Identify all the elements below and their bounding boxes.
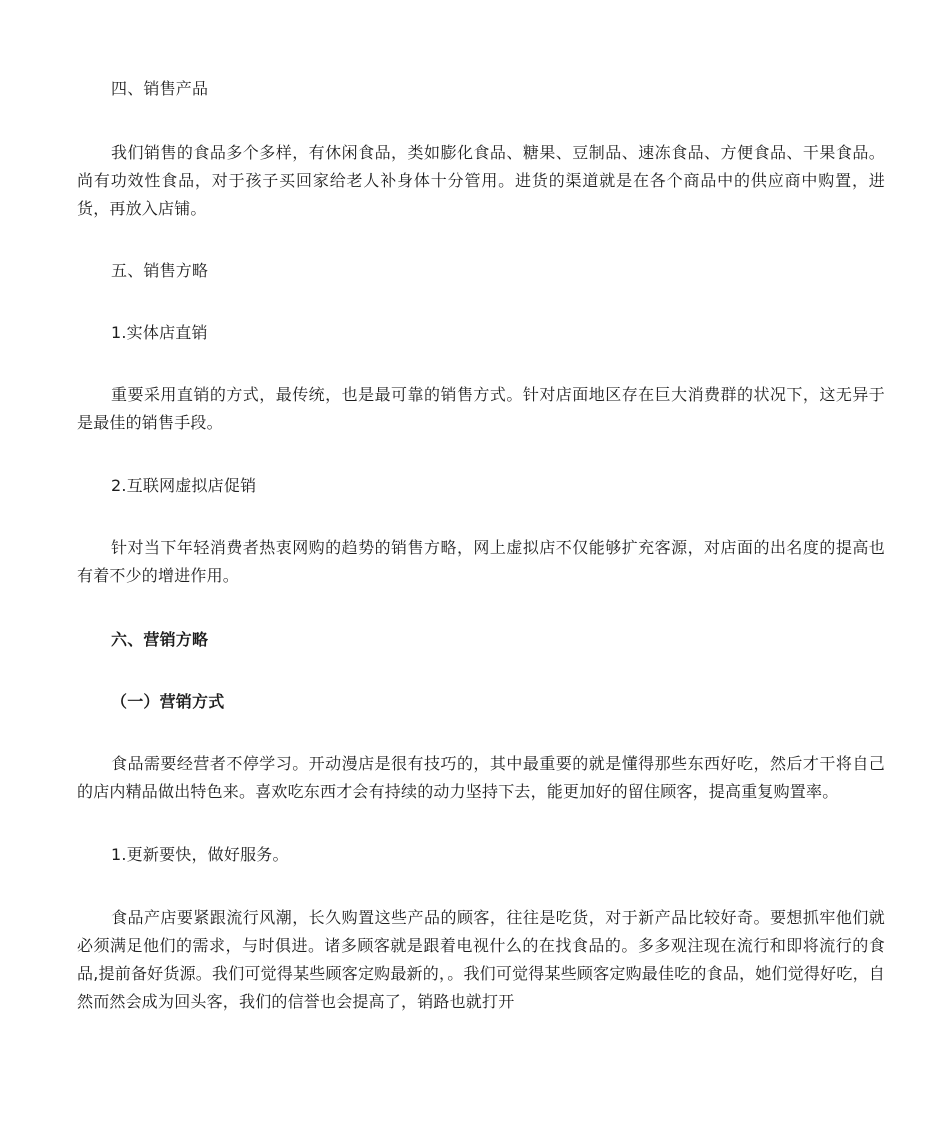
document-page: [77, 74, 885, 1016]
subheading-physical-store: 1.实体店直销: [111, 323, 208, 342]
paragraph-follow-trends: 食品产店要紧跟流行风潮，长久购置这些产品的顾客，往往是吃货，对于新产品比较好奇。要想抓牢他们就必须满足他们的需求，与时俱进。诸多顾客就是跟着电视什么的在找食品的。多多观注现在流行和即将流行的食品,提前备好货源。我们可觉得某些顾客定购最新的，。我们可觉得某些顾客定购最佳吃的食品，她们觉得好吃，自然而然会成为回头客，我们的信誉也会提高了，销路也就打开: [77, 908, 885, 1011]
paragraph-products-description: 我们销售的食品多个多样，有休闲食品，类如膨化食品、糖果、豆制品、速冻食品、方便食品、干果食品。尚有功效性食品，对于孩子买回家给老人补身体十分管用。进货的渠道就是在各个商品中的供应商中购置，进货，再放入店铺。: [77, 143, 885, 218]
paragraph-marketing-methods: 食品需要经营者不停学习。开动漫店是很有技巧的，其中最重要的就是懂得那些东西好吃，然后才干将自己的店内精品做出特色来。喜欢吃东西才会有持续的动力坚持下去，能更加好的留住顾客，提高重复购置率。: [77, 754, 885, 801]
subheading-marketing-methods: （一）营销方式: [111, 692, 225, 711]
section-heading-products: 四、销售产品: [111, 79, 209, 98]
paragraph-online-promotion: 针对当下年轻消费者热衷网购的趋势的销售方略，网上虚拟店不仅能够扩充客源，对店面的出名度的提高也有着不少的增进作用。: [77, 538, 885, 585]
subheading-update-fast: 1.更新要快，做好服务。: [111, 845, 289, 864]
section-heading-sales-strategy: 五、销售方略: [111, 261, 209, 280]
paragraph-direct-sales: 重要采用直销的方式，最传统，也是最可靠的销售方式。针对店面地区存在巨大消费群的状况下，这无异于是最佳的销售手段。: [77, 385, 885, 432]
subheading-online-store: 2.互联网虚拟店促销: [111, 476, 257, 495]
section-heading-marketing-strategy: 六、营销方略: [111, 630, 209, 649]
